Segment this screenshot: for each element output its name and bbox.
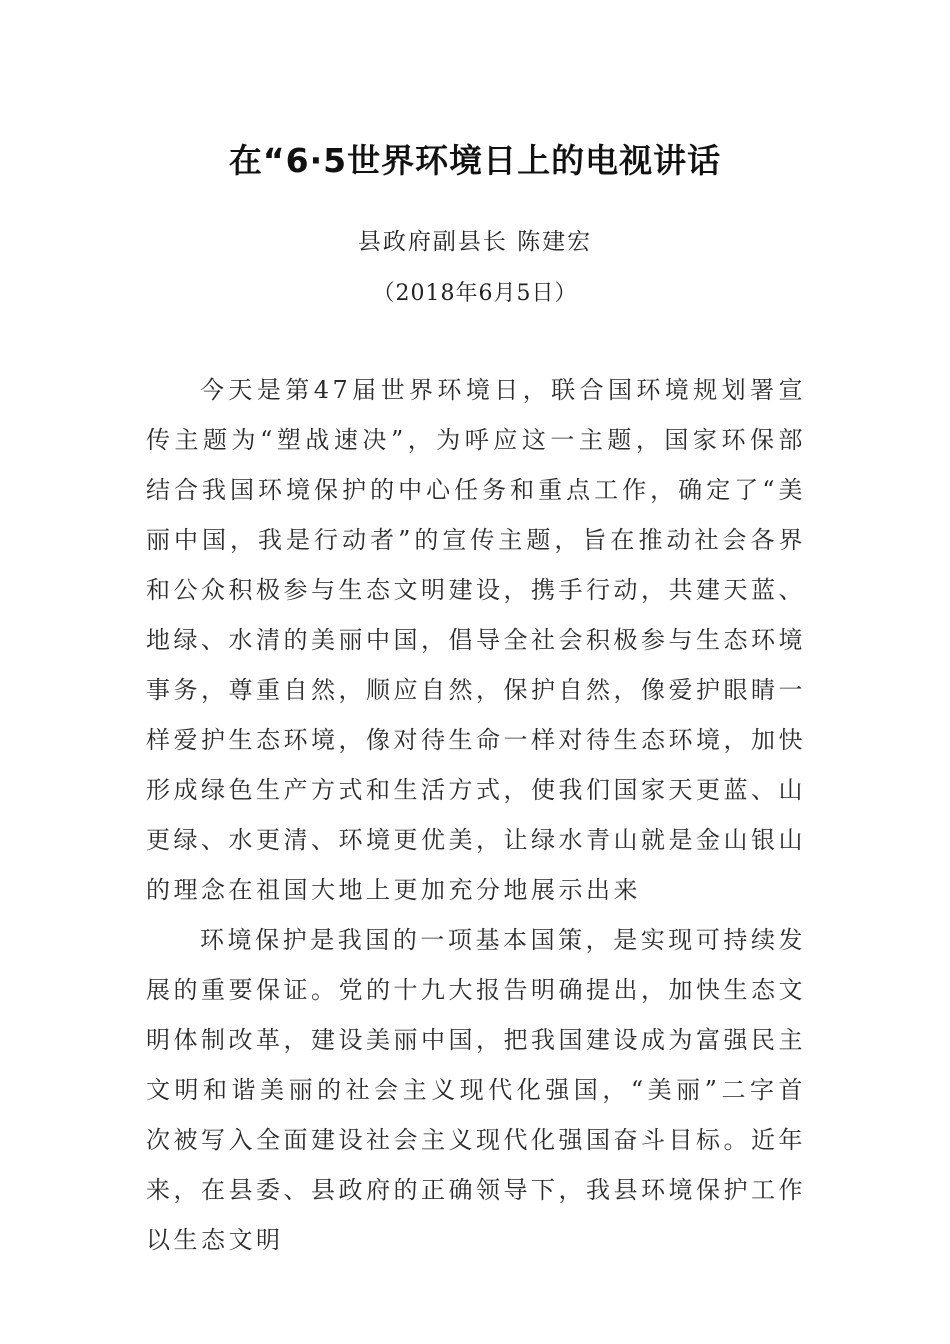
paragraph-1: 今天是第47届世界环境日，联合国环境规划署宣传主题为“塑战速决”，为呼应这一主题，国家环保部结合我国环境保护的中心任务和重点工作，确定了“美丽中国，我是行动者”的宣传主题，旨在推动社会各界和公众积极参与生态文明建设，携手行动，共建天蓝、地绿、水清的美丽中国，倡导全社会积极参与生态环境事务，尊重自然，顺应自然，保护自然，像爱护眼睛一样爱护生态环境，像对待生命一样对待生态环境，加快形成绿色生产方式和生活方式，使我们国家天更蓝、山更绿、水更清、环境更优美，让绿水青山就是金山银山的理念在祖国大地上更加充分地展示出来 bbox=[146, 376, 806, 904]
author-line: 县政府副县长 陈建宏 bbox=[357, 229, 593, 255]
document-title: 在“6·5世界环境日上的电视讲话 bbox=[228, 141, 722, 180]
document-body bbox=[146, 365, 806, 1265]
paragraph-2: 环境保护是我国的一项基本国策，是实现可持续发展的重要保证。党的十九大报告明确提出，加快生态文明体制改革，建设美丽中国，把我国建设成为富强民主文明和谐美丽的社会主义现代化强国，“美丽”二字首次被写入全面建设社会主义现代化强国奋斗目标。近年来，在县委、县政府的正确领导下，我县环境保护工作以生态文明 bbox=[146, 926, 806, 1254]
date-line: （2018年6月5日） bbox=[372, 281, 578, 306]
